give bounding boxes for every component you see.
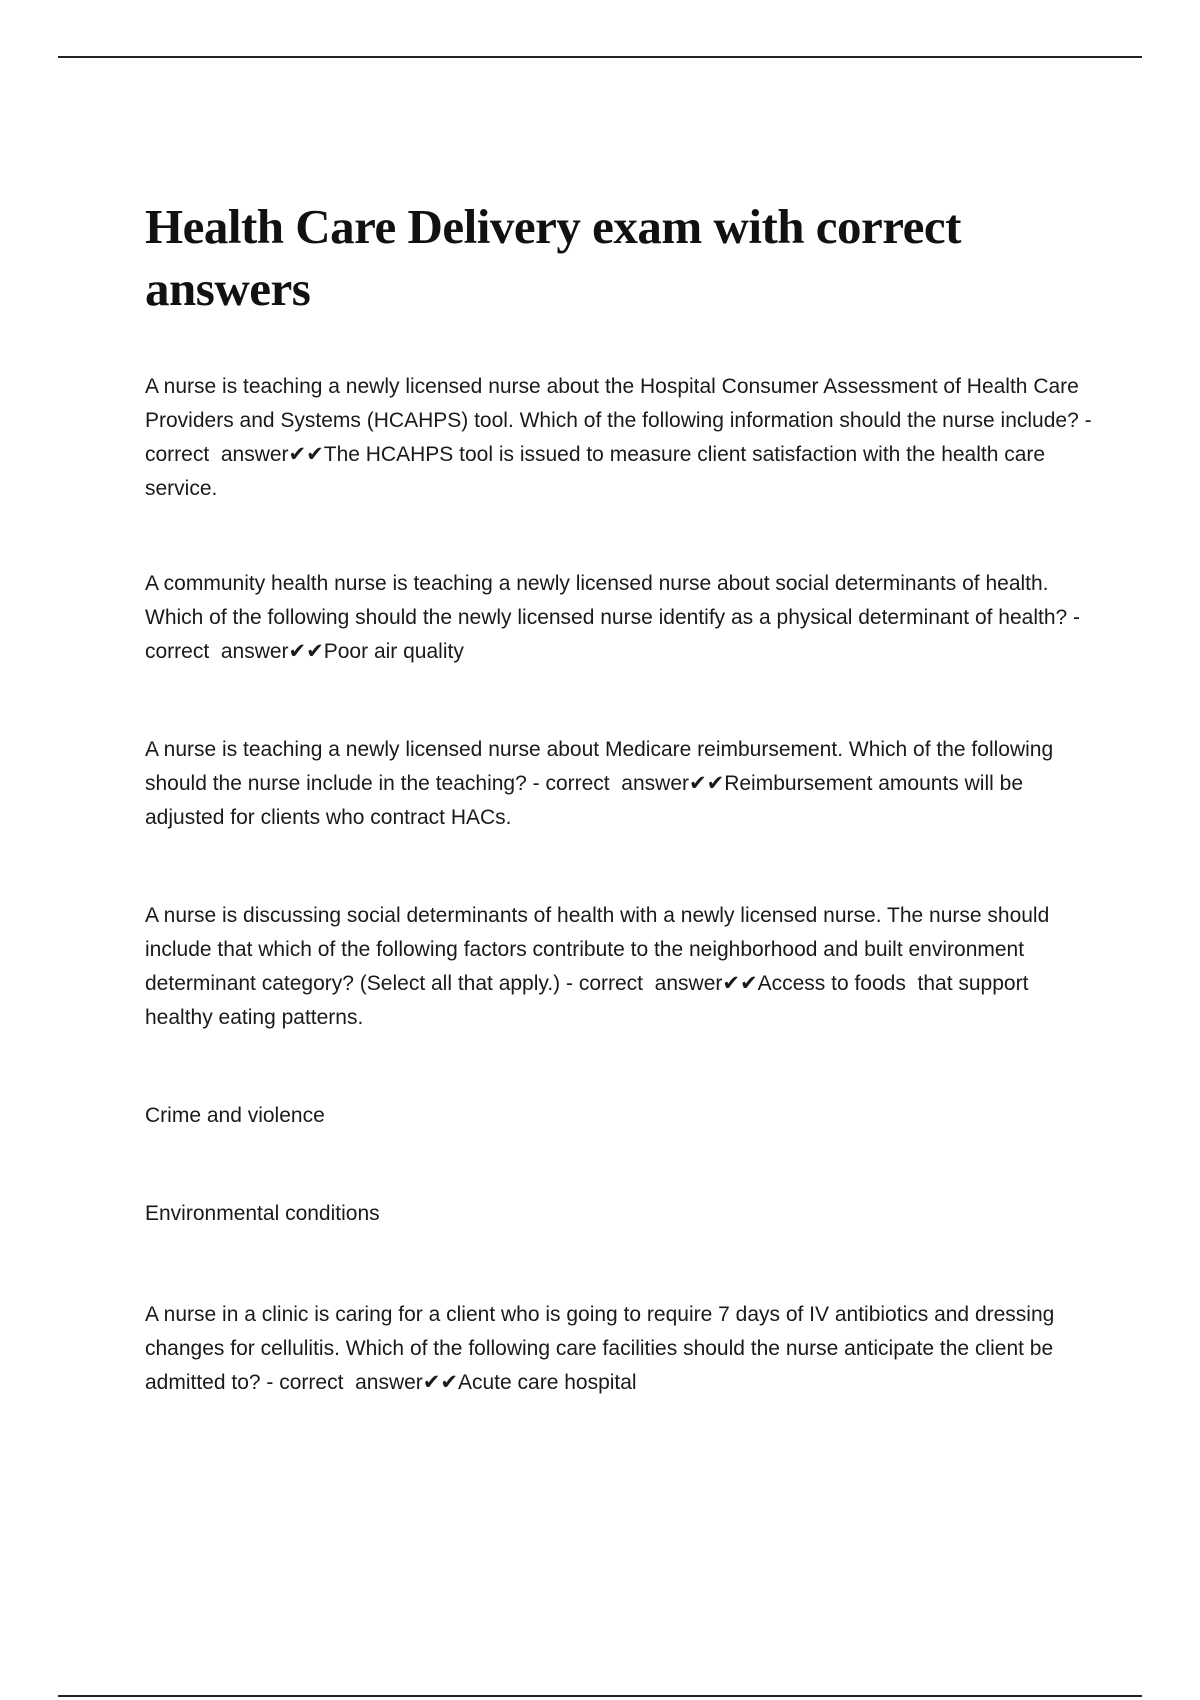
answer-text: Poor air quality	[323, 640, 464, 663]
check-icon: ✔✔	[689, 772, 725, 795]
answer-option: Crime and violence	[145, 1104, 325, 1127]
answer-separator: - correct answer	[526, 772, 689, 795]
check-icon: ✔✔	[288, 443, 324, 466]
answer-text: The HCAHPS tool is issued to measure client satisfaction with the health care service.	[145, 443, 1051, 500]
check-icon: ✔✔	[288, 640, 324, 663]
question-text: A community health nurse is teaching a newly licensed nurse about social determinants of health. Which of the following should the newly licensed nurse identify as a physical determinant of health?	[145, 572, 1068, 629]
qa-item	[145, 899, 1095, 1035]
answer-separator: - correct answer	[560, 972, 723, 995]
answer-text: Reimbursement amounts will be adjusted for clients who contract HACs.	[145, 772, 1029, 829]
qa-item	[145, 1298, 1095, 1400]
question-text: A nurse is discussing social determinants of health with a newly licensed nurse. The nurse should include that which of the following factors contribute to the neighborhood and built environment determinant category? (Select all that apply.)	[145, 904, 1056, 995]
answer-separator: - correct answer	[145, 409, 1098, 466]
answer-separator: - correct answer	[145, 606, 1086, 663]
question-text: A nurse is teaching a newly licensed nurse about the Hospital Consumer Assessment of Health Care Providers and Systems (HCAHPS) tool. Which of the following information should the nurse include?	[145, 375, 1085, 432]
question-text: A nurse in a clinic is caring for a client who is going to require 7 days of IV antibiotics and dressing changes for cellulitis. Which of the following care facilities should the nurse anticipate the client be admitted to?	[145, 1303, 1061, 1394]
answer-text: Acute care hospital	[458, 1371, 637, 1394]
question-text: A nurse is teaching a newly licensed nurse about Medicare reimbursement. Which of the following should the nurse include in the teaching?	[145, 738, 1059, 795]
qa-item	[145, 733, 1095, 835]
answer-separator: - correct answer	[260, 1371, 423, 1394]
qa-item	[145, 370, 1098, 506]
document-title: Health Care Delivery exam with correct answers	[145, 199, 961, 316]
document-body	[145, 196, 1098, 1400]
footer-rule	[58, 1695, 1142, 1697]
answer-text: Access to foods that support healthy eating patterns.	[145, 972, 1035, 1029]
answer-option: Environmental conditions	[145, 1202, 380, 1225]
header-rule	[58, 56, 1142, 58]
check-icon: ✔✔	[722, 972, 758, 995]
qa-item	[145, 567, 1095, 669]
check-icon: ✔✔	[422, 1371, 458, 1394]
